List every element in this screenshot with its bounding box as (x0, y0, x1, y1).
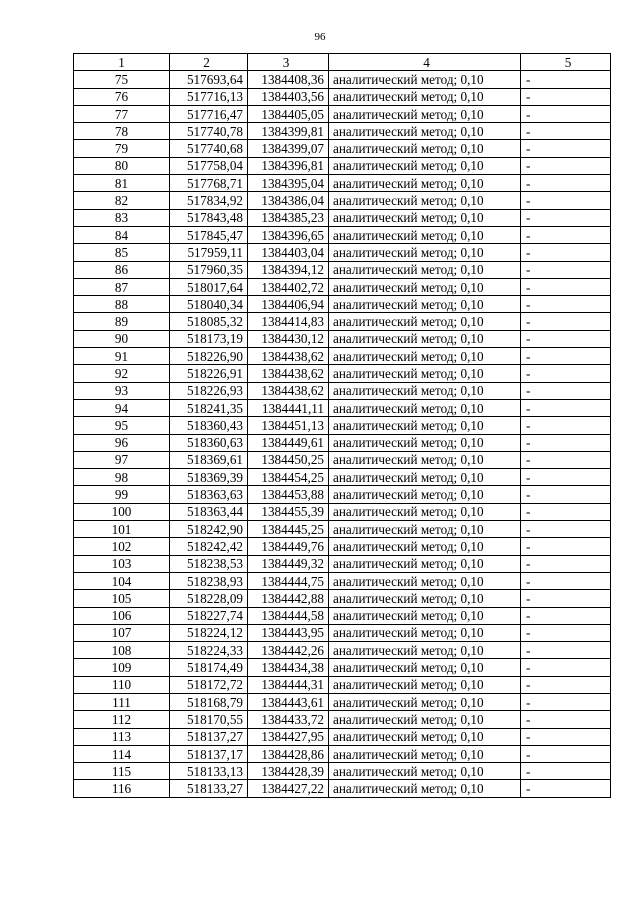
table-row (74, 763, 611, 780)
note-cell: - (521, 417, 611, 434)
method-accuracy-cell: аналитический метод; 0,10 (329, 244, 521, 261)
point-number-cell: 115 (74, 763, 170, 780)
y-coordinate-cell: 1384438,62 (248, 365, 329, 382)
y-coordinate-cell: 1384449,61 (248, 434, 329, 451)
point-number-cell: 78 (74, 123, 170, 140)
method-accuracy-cell: аналитический метод; 0,10 (329, 123, 521, 140)
column-header-3: 3 (248, 54, 329, 71)
y-coordinate-cell: 1384438,62 (248, 348, 329, 365)
y-coordinate-cell: 1384442,88 (248, 590, 329, 607)
method-accuracy-cell: аналитический метод; 0,10 (329, 780, 521, 797)
table-row (74, 676, 611, 693)
y-coordinate-cell: 1384444,75 (248, 572, 329, 589)
x-coordinate-cell: 518174,49 (170, 659, 248, 676)
point-number-cell: 101 (74, 521, 170, 538)
table-row (74, 503, 611, 520)
method-accuracy-cell: аналитический метод; 0,10 (329, 313, 521, 330)
note-cell: - (521, 728, 611, 745)
method-accuracy-cell: аналитический метод; 0,10 (329, 157, 521, 174)
y-coordinate-cell: 1384442,26 (248, 642, 329, 659)
note-cell: - (521, 486, 611, 503)
table-row (74, 555, 611, 572)
point-number-cell: 88 (74, 296, 170, 313)
table-row (74, 244, 611, 261)
table-row (74, 486, 611, 503)
x-coordinate-cell: 518137,17 (170, 745, 248, 762)
y-coordinate-cell: 1384403,04 (248, 244, 329, 261)
note-cell: - (521, 244, 611, 261)
y-coordinate-cell: 1384394,12 (248, 261, 329, 278)
point-number-cell: 82 (74, 192, 170, 209)
method-accuracy-cell: аналитический метод; 0,10 (329, 711, 521, 728)
table-row (74, 642, 611, 659)
point-number-cell: 83 (74, 209, 170, 226)
table-row (74, 538, 611, 555)
point-number-cell: 87 (74, 278, 170, 295)
table-row (74, 278, 611, 295)
note-cell: - (521, 624, 611, 641)
table-row (74, 313, 611, 330)
y-coordinate-cell: 1384386,04 (248, 192, 329, 209)
table-body (74, 71, 611, 797)
table-header-row (74, 54, 611, 71)
method-accuracy-cell: аналитический метод; 0,10 (329, 365, 521, 382)
y-coordinate-cell: 1384405,05 (248, 105, 329, 122)
point-number-cell: 107 (74, 624, 170, 641)
note-cell: - (521, 192, 611, 209)
x-coordinate-cell: 518242,90 (170, 521, 248, 538)
x-coordinate-cell: 517716,13 (170, 88, 248, 105)
note-cell: - (521, 780, 611, 797)
table-row (74, 780, 611, 797)
x-coordinate-cell: 518170,55 (170, 711, 248, 728)
y-coordinate-cell: 1384454,25 (248, 469, 329, 486)
y-coordinate-cell: 1384399,07 (248, 140, 329, 157)
method-accuracy-cell: аналитический метод; 0,10 (329, 728, 521, 745)
note-cell: - (521, 88, 611, 105)
table-row (74, 175, 611, 192)
y-coordinate-cell: 1384449,32 (248, 555, 329, 572)
point-number-cell: 94 (74, 399, 170, 416)
x-coordinate-cell: 517834,92 (170, 192, 248, 209)
method-accuracy-cell: аналитический метод; 0,10 (329, 88, 521, 105)
method-accuracy-cell: аналитический метод; 0,10 (329, 745, 521, 762)
method-accuracy-cell: аналитический метод; 0,10 (329, 486, 521, 503)
y-coordinate-cell: 1384406,94 (248, 296, 329, 313)
x-coordinate-cell: 517758,04 (170, 157, 248, 174)
y-coordinate-cell: 1384441,11 (248, 399, 329, 416)
table-row (74, 226, 611, 243)
x-coordinate-cell: 518242,42 (170, 538, 248, 555)
method-accuracy-cell: аналитический метод; 0,10 (329, 434, 521, 451)
x-coordinate-cell: 518360,63 (170, 434, 248, 451)
point-number-cell: 97 (74, 451, 170, 468)
point-number-cell: 110 (74, 676, 170, 693)
note-cell: - (521, 469, 611, 486)
x-coordinate-cell: 517843,48 (170, 209, 248, 226)
y-coordinate-cell: 1384408,36 (248, 71, 329, 88)
table-row (74, 71, 611, 88)
note-cell: - (521, 763, 611, 780)
point-number-cell: 84 (74, 226, 170, 243)
method-accuracy-cell: аналитический метод; 0,10 (329, 417, 521, 434)
method-accuracy-cell: аналитический метод; 0,10 (329, 71, 521, 88)
x-coordinate-cell: 517959,11 (170, 244, 248, 261)
column-header-1: 1 (74, 54, 170, 71)
point-number-cell: 111 (74, 693, 170, 710)
point-number-cell: 76 (74, 88, 170, 105)
y-coordinate-cell: 1384427,95 (248, 728, 329, 745)
y-coordinate-cell: 1384455,39 (248, 503, 329, 520)
y-coordinate-cell: 1384396,81 (248, 157, 329, 174)
table-row (74, 365, 611, 382)
table-row (74, 348, 611, 365)
point-number-cell: 79 (74, 140, 170, 157)
method-accuracy-cell: аналитический метод; 0,10 (329, 192, 521, 209)
table-row (74, 192, 611, 209)
method-accuracy-cell: аналитический метод; 0,10 (329, 296, 521, 313)
note-cell: - (521, 451, 611, 468)
note-cell: - (521, 399, 611, 416)
x-coordinate-cell: 518238,93 (170, 572, 248, 589)
table-row (74, 123, 611, 140)
table-row (74, 624, 611, 641)
x-coordinate-cell: 518228,09 (170, 590, 248, 607)
x-coordinate-cell: 517845,47 (170, 226, 248, 243)
table-row (74, 728, 611, 745)
point-number-cell: 109 (74, 659, 170, 676)
point-number-cell: 106 (74, 607, 170, 624)
y-coordinate-cell: 1384451,13 (248, 417, 329, 434)
point-number-cell: 108 (74, 642, 170, 659)
note-cell: - (521, 521, 611, 538)
method-accuracy-cell: аналитический метод; 0,10 (329, 348, 521, 365)
note-cell: - (521, 555, 611, 572)
method-accuracy-cell: аналитический метод; 0,10 (329, 330, 521, 347)
table-row (74, 399, 611, 416)
method-accuracy-cell: аналитический метод; 0,10 (329, 763, 521, 780)
method-accuracy-cell: аналитический метод; 0,10 (329, 399, 521, 416)
y-coordinate-cell: 1384450,25 (248, 451, 329, 468)
y-coordinate-cell: 1384444,58 (248, 607, 329, 624)
x-coordinate-cell: 518224,12 (170, 624, 248, 641)
method-accuracy-cell: аналитический метод; 0,10 (329, 676, 521, 693)
method-accuracy-cell: аналитический метод; 0,10 (329, 382, 521, 399)
method-accuracy-cell: аналитический метод; 0,10 (329, 590, 521, 607)
table-row (74, 572, 611, 589)
method-accuracy-cell: аналитический метод; 0,10 (329, 140, 521, 157)
x-coordinate-cell: 518369,39 (170, 469, 248, 486)
note-cell: - (521, 607, 611, 624)
point-number-cell: 92 (74, 365, 170, 382)
point-number-cell: 105 (74, 590, 170, 607)
x-coordinate-cell: 517740,78 (170, 123, 248, 140)
method-accuracy-cell: аналитический метод; 0,10 (329, 105, 521, 122)
x-coordinate-cell: 518363,44 (170, 503, 248, 520)
y-coordinate-cell: 1384443,61 (248, 693, 329, 710)
note-cell: - (521, 209, 611, 226)
note-cell: - (521, 105, 611, 122)
table-row (74, 417, 611, 434)
y-coordinate-cell: 1384427,22 (248, 780, 329, 797)
note-cell: - (521, 538, 611, 555)
x-coordinate-cell: 517693,64 (170, 71, 248, 88)
y-coordinate-cell: 1384449,76 (248, 538, 329, 555)
y-coordinate-cell: 1384402,72 (248, 278, 329, 295)
note-cell: - (521, 676, 611, 693)
point-number-cell: 98 (74, 469, 170, 486)
note-cell: - (521, 642, 611, 659)
y-coordinate-cell: 1384445,25 (248, 521, 329, 538)
table-row (74, 382, 611, 399)
note-cell: - (521, 278, 611, 295)
note-cell: - (521, 503, 611, 520)
y-coordinate-cell: 1384403,56 (248, 88, 329, 105)
column-header-5: 5 (521, 54, 611, 71)
point-number-cell: 113 (74, 728, 170, 745)
method-accuracy-cell: аналитический метод; 0,10 (329, 503, 521, 520)
y-coordinate-cell: 1384443,95 (248, 624, 329, 641)
method-accuracy-cell: аналитический метод; 0,10 (329, 624, 521, 641)
note-cell: - (521, 313, 611, 330)
y-coordinate-cell: 1384444,31 (248, 676, 329, 693)
point-number-cell: 81 (74, 175, 170, 192)
y-coordinate-cell: 1384433,72 (248, 711, 329, 728)
point-number-cell: 104 (74, 572, 170, 589)
method-accuracy-cell: аналитический метод; 0,10 (329, 226, 521, 243)
method-accuracy-cell: аналитический метод; 0,10 (329, 607, 521, 624)
x-coordinate-cell: 518173,19 (170, 330, 248, 347)
y-coordinate-cell: 1384414,83 (248, 313, 329, 330)
y-coordinate-cell: 1384438,62 (248, 382, 329, 399)
note-cell: - (521, 693, 611, 710)
x-coordinate-cell: 518226,90 (170, 348, 248, 365)
table-row (74, 590, 611, 607)
point-number-cell: 102 (74, 538, 170, 555)
method-accuracy-cell: аналитический метод; 0,10 (329, 451, 521, 468)
note-cell: - (521, 261, 611, 278)
y-coordinate-cell: 1384428,39 (248, 763, 329, 780)
y-coordinate-cell: 1384396,65 (248, 226, 329, 243)
point-number-cell: 91 (74, 348, 170, 365)
table-row (74, 745, 611, 762)
method-accuracy-cell: аналитический метод; 0,10 (329, 278, 521, 295)
x-coordinate-cell: 518369,61 (170, 451, 248, 468)
point-number-cell: 75 (74, 71, 170, 88)
x-coordinate-cell: 518040,34 (170, 296, 248, 313)
y-coordinate-cell: 1384395,04 (248, 175, 329, 192)
x-coordinate-cell: 518137,27 (170, 728, 248, 745)
point-number-cell: 114 (74, 745, 170, 762)
note-cell: - (521, 434, 611, 451)
point-number-cell: 99 (74, 486, 170, 503)
note-cell: - (521, 382, 611, 399)
note-cell: - (521, 123, 611, 140)
point-number-cell: 112 (74, 711, 170, 728)
x-coordinate-cell: 518172,72 (170, 676, 248, 693)
x-coordinate-cell: 517960,35 (170, 261, 248, 278)
note-cell: - (521, 590, 611, 607)
column-header-2: 2 (170, 54, 248, 71)
table-row (74, 434, 611, 451)
x-coordinate-cell: 518224,33 (170, 642, 248, 659)
method-accuracy-cell: аналитический метод; 0,10 (329, 693, 521, 710)
x-coordinate-cell: 518241,35 (170, 399, 248, 416)
table-row (74, 607, 611, 624)
coordinates-table (73, 53, 611, 798)
note-cell: - (521, 157, 611, 174)
point-number-cell: 103 (74, 555, 170, 572)
table-row (74, 693, 611, 710)
note-cell: - (521, 745, 611, 762)
table-row (74, 105, 611, 122)
x-coordinate-cell: 517768,71 (170, 175, 248, 192)
x-coordinate-cell: 518017,64 (170, 278, 248, 295)
table-row (74, 330, 611, 347)
note-cell: - (521, 659, 611, 676)
method-accuracy-cell: аналитический метод; 0,10 (329, 555, 521, 572)
method-accuracy-cell: аналитический метод; 0,10 (329, 538, 521, 555)
y-coordinate-cell: 1384453,88 (248, 486, 329, 503)
table-row (74, 296, 611, 313)
y-coordinate-cell: 1384399,81 (248, 123, 329, 140)
note-cell: - (521, 140, 611, 157)
table-row (74, 659, 611, 676)
y-coordinate-cell: 1384430,12 (248, 330, 329, 347)
y-coordinate-cell: 1384428,86 (248, 745, 329, 762)
note-cell: - (521, 365, 611, 382)
note-cell: - (521, 175, 611, 192)
x-coordinate-cell: 518168,79 (170, 693, 248, 710)
x-coordinate-cell: 518238,53 (170, 555, 248, 572)
point-number-cell: 100 (74, 503, 170, 520)
note-cell: - (521, 226, 611, 243)
x-coordinate-cell: 518227,74 (170, 607, 248, 624)
x-coordinate-cell: 518360,43 (170, 417, 248, 434)
point-number-cell: 95 (74, 417, 170, 434)
table-row (74, 521, 611, 538)
table-row (74, 209, 611, 226)
x-coordinate-cell: 518133,13 (170, 763, 248, 780)
table-row (74, 157, 611, 174)
note-cell: - (521, 330, 611, 347)
page-number: 96 (314, 31, 326, 43)
point-number-cell: 80 (74, 157, 170, 174)
table-row (74, 451, 611, 468)
point-number-cell: 85 (74, 244, 170, 261)
method-accuracy-cell: аналитический метод; 0,10 (329, 209, 521, 226)
x-coordinate-cell: 517716,47 (170, 105, 248, 122)
point-number-cell: 77 (74, 105, 170, 122)
table-row (74, 469, 611, 486)
y-coordinate-cell: 1384385,23 (248, 209, 329, 226)
point-number-cell: 116 (74, 780, 170, 797)
column-header-4: 4 (329, 54, 521, 71)
x-coordinate-cell: 518226,93 (170, 382, 248, 399)
method-accuracy-cell: аналитический метод; 0,10 (329, 261, 521, 278)
method-accuracy-cell: аналитический метод; 0,10 (329, 659, 521, 676)
note-cell: - (521, 348, 611, 365)
table-row (74, 711, 611, 728)
note-cell: - (521, 71, 611, 88)
method-accuracy-cell: аналитический метод; 0,10 (329, 642, 521, 659)
x-coordinate-cell: 517740,68 (170, 140, 248, 157)
point-number-cell: 90 (74, 330, 170, 347)
x-coordinate-cell: 518133,27 (170, 780, 248, 797)
point-number-cell: 93 (74, 382, 170, 399)
note-cell: - (521, 711, 611, 728)
x-coordinate-cell: 518363,63 (170, 486, 248, 503)
x-coordinate-cell: 518226,91 (170, 365, 248, 382)
table-row (74, 261, 611, 278)
note-cell: - (521, 296, 611, 313)
table-row (74, 88, 611, 105)
method-accuracy-cell: аналитический метод; 0,10 (329, 175, 521, 192)
x-coordinate-cell: 518085,32 (170, 313, 248, 330)
y-coordinate-cell: 1384434,38 (248, 659, 329, 676)
point-number-cell: 86 (74, 261, 170, 278)
method-accuracy-cell: аналитический метод; 0,10 (329, 521, 521, 538)
note-cell: - (521, 572, 611, 589)
point-number-cell: 89 (74, 313, 170, 330)
method-accuracy-cell: аналитический метод; 0,10 (329, 469, 521, 486)
table-row (74, 140, 611, 157)
point-number-cell: 96 (74, 434, 170, 451)
method-accuracy-cell: аналитический метод; 0,10 (329, 572, 521, 589)
